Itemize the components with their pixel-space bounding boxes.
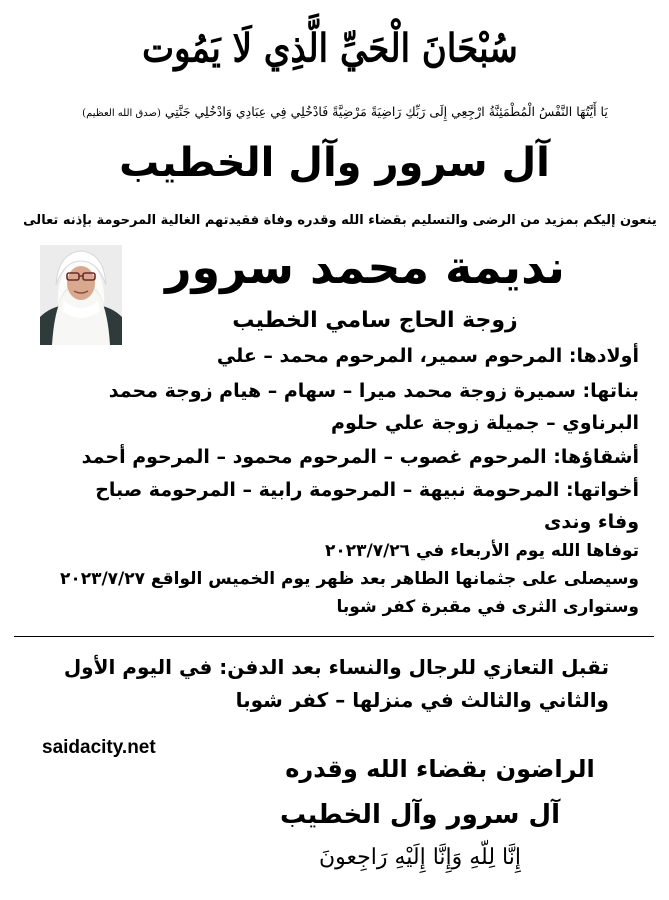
calligraphy-header: [142, 14, 518, 84]
portrait-image: [40, 245, 122, 345]
brothers-line: أشقاؤها: المرحوم غصوب – المرحوم محمود – المرحوم أحمد: [81, 446, 639, 468]
deceased-photo: [40, 245, 122, 345]
spouse-line: زوجة الحاج سامي الخطيب: [232, 308, 518, 333]
sisters-line-2: وفاء وندى: [543, 511, 639, 533]
website-watermark: saidacity.net: [42, 737, 156, 758]
death-date-line: توفاها الله يوم الأربعاء في ٢٠٢٣/٧/٢٦: [325, 541, 639, 561]
sisters-line-1: أخواتها: المرحومة نبيهة – المرحومة رابية – المرحومة صباح: [95, 479, 639, 501]
sons-line: أولادها: المرحوم سمير، المرحوم محمد – علي: [216, 345, 639, 367]
verse-text: يَا أَيَّتُهَا النَّفْسُ الْمُطْمَئِنَّةُ ارْجِعِي إِلَى رَبِّكِ رَاضِيَةً مَرْضِيَّةً فَادْخُلِي فِي عِبَادِي وَادْخُلِي جَنَّتِي: [164, 104, 608, 119]
verse-note: (صدق الله العظيم): [82, 108, 161, 119]
daughters-line-2: البرناوي – جميلة زوجة علي حلوم: [331, 412, 639, 434]
section-divider: [14, 636, 654, 637]
announcement-text: ينعون إليكم بمزيد من الرضى والتسليم بقضاء الله وقدره وفاة فقيدتهم الغالية المرحومة بإذنه تعالى: [23, 213, 657, 228]
closing-family-title: آل سرور وآل الخطيب: [279, 800, 560, 830]
family-title: آل سرور وآل الخطيب: [119, 140, 550, 186]
calligraphy-text: سُبْحَانَ الْحَيِّ الَّذِي لَا يَمُوت: [142, 26, 518, 72]
condolences-line-2: والثاني والثالث في منزلها – كفر شوبا: [235, 688, 609, 712]
closing-line-1: الراضون بقضاء الله وقدره: [285, 755, 595, 783]
funeral-line: وسيصلى على جثمانها الطاهر بعد ظهر يوم الخميس الواقع ٢٠٢٣/٧/٢٧: [59, 569, 639, 589]
daughters-line-1: بناتها: سميرة زوجة محمد ميرا – سهام – هيام زوجة محمد: [108, 380, 639, 402]
deceased-name: نديمة محمد سرور: [165, 240, 565, 294]
burial-line: وستوارى الثرى في مقبرة كفر شوبا: [336, 597, 639, 617]
condolences-line-1: تقبل التعازي للرجال والنساء بعد الدفن: في اليوم الأول: [63, 655, 609, 679]
closing-verse: إِنَّا لِلّهِ وَإِنَّا إِلَيْهِ رَاجِعونَ: [319, 845, 521, 870]
quran-verse: [50, 104, 640, 119]
